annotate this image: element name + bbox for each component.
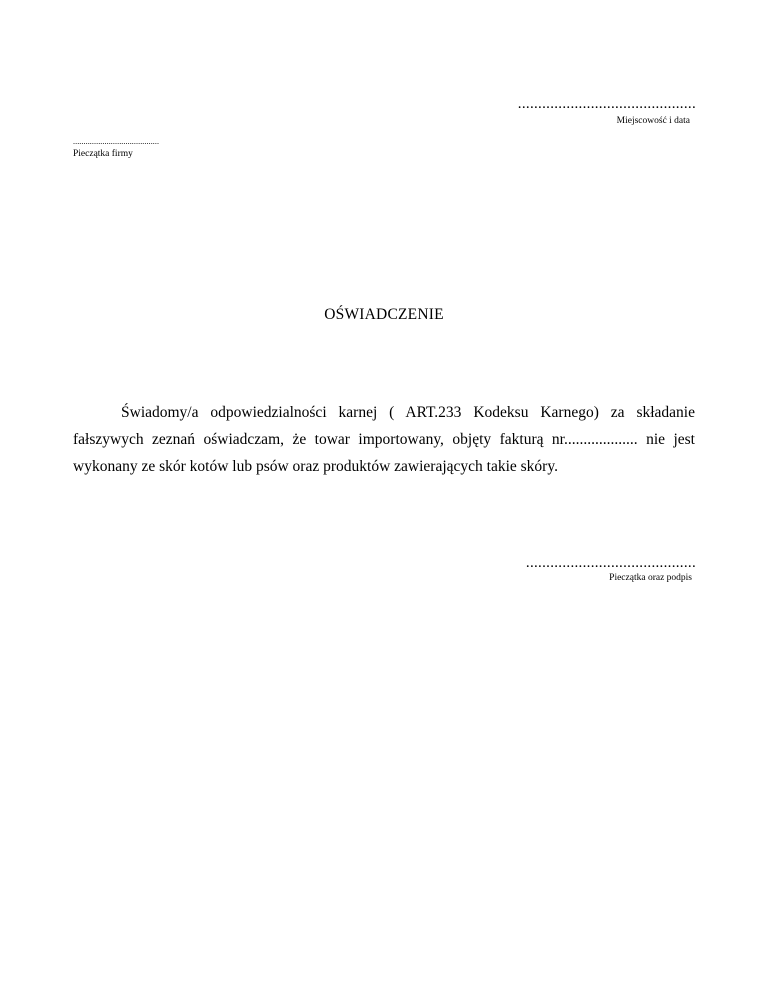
document-title: OŚWIADCZENIE: [324, 306, 444, 323]
statement-paragraph: Świadomy/a odpowiedzialności karnej ( ART.233 Kodeksu Karnego) za składanie fałszywych zeznań oświadczam, że towar importowany, objęty fakturą nr................... nie jest wykonany ze skór kotów lub psów oraz produktów zawierających takie skóry.: [73, 404, 695, 475]
signature-line: ..........................................: [525, 555, 696, 571]
signature-label: Pieczątka oraz podpis: [609, 573, 692, 583]
place-date-line: ............................................: [517, 96, 696, 112]
company-stamp-label: Pieczątka firmy: [73, 149, 133, 159]
company-stamp-line: .........................................: [73, 137, 160, 146]
place-date-label: Miejscowość i data: [616, 116, 690, 126]
